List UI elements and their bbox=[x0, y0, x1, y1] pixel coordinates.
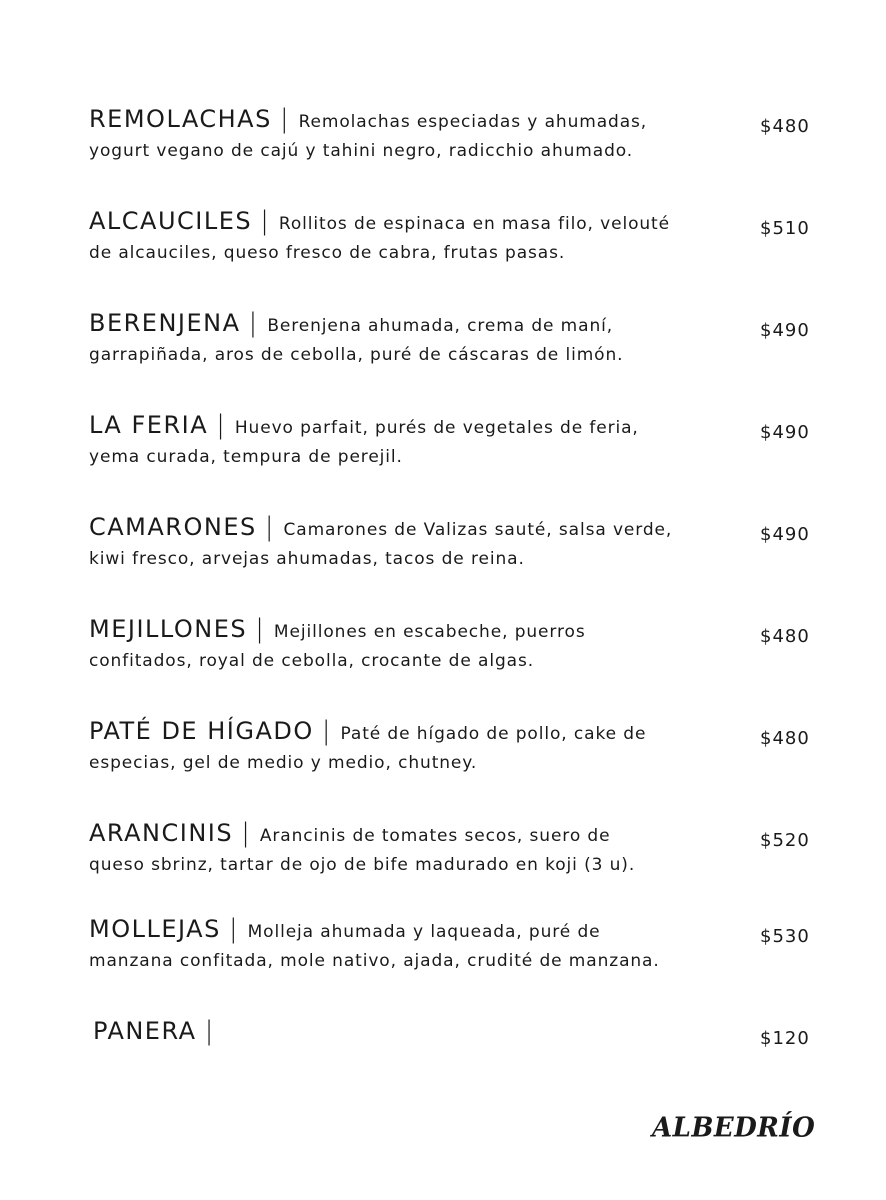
separator: | bbox=[228, 914, 238, 944]
item-name: MEJILLONES bbox=[89, 615, 248, 643]
item-description: Camarones de Valizas sauté, salsa verde, bbox=[283, 520, 673, 540]
item-description: Berenjena ahumada, crema de maní, bbox=[267, 316, 614, 336]
item-description: Paté de hígado de pollo, cake de bbox=[340, 724, 647, 744]
item-description: Huevo parfait, purés de vegetales de feria, bbox=[234, 418, 639, 438]
item-price: $480 bbox=[760, 626, 810, 647]
separator: | bbox=[255, 614, 264, 644]
item-description-cont: yema curada, tempura de perejil. bbox=[89, 447, 403, 467]
item-description-cont: garrapiñada, aros de cebolla, puré de cáscaras de limón. bbox=[89, 345, 624, 365]
item-name: ALCAUCILES bbox=[89, 207, 253, 235]
item-price: $510 bbox=[760, 218, 810, 239]
item-price: $490 bbox=[760, 422, 810, 443]
item-description: Remolachas especiadas y ahumadas, bbox=[298, 112, 648, 132]
menu-item bbox=[89, 206, 829, 263]
separator: | bbox=[260, 206, 269, 236]
separator: | bbox=[321, 716, 331, 746]
item-price: $490 bbox=[760, 320, 810, 341]
menu-item bbox=[89, 614, 829, 671]
menu-item bbox=[89, 818, 829, 875]
menu-item bbox=[89, 410, 829, 467]
item-price: $480 bbox=[760, 116, 810, 137]
item-description-cont: confitados, royal de cebolla, crocante de algas. bbox=[89, 651, 535, 671]
separator: | bbox=[264, 512, 274, 542]
brand-logo: ALBEDRÍO bbox=[652, 1112, 816, 1144]
separator: | bbox=[241, 818, 250, 848]
item-price: $480 bbox=[760, 728, 810, 749]
separator: | bbox=[279, 104, 289, 134]
item-name: CAMARONES bbox=[89, 513, 257, 541]
menu-item bbox=[89, 104, 829, 161]
menu-item bbox=[89, 308, 829, 365]
item-name: PANERA bbox=[93, 1017, 197, 1045]
item-description-cont: yogurt vegano de cajú y tahini negro, radicchio ahumado. bbox=[89, 141, 634, 161]
separator: | bbox=[248, 308, 258, 338]
item-price: $120 bbox=[760, 1028, 810, 1049]
item-name: PATÉ DE HÍGADO bbox=[89, 717, 314, 745]
item-price: $490 bbox=[760, 524, 810, 545]
item-name: MOLLEJAS bbox=[89, 915, 221, 943]
item-description: Arancinis de tomates secos, suero de bbox=[259, 826, 611, 846]
separator: | bbox=[204, 1016, 214, 1046]
item-name: REMOLACHAS bbox=[89, 105, 272, 133]
item-description-cont: de alcauciles, queso fresco de cabra, frutas pasas. bbox=[89, 243, 566, 263]
item-price: $530 bbox=[760, 926, 810, 947]
menu-item bbox=[89, 512, 829, 569]
item-name: LA FERIA bbox=[89, 411, 209, 439]
menu-item bbox=[89, 914, 829, 971]
item-name: ARANCINIS bbox=[89, 819, 234, 847]
item-price: $520 bbox=[760, 830, 810, 851]
item-description-cont: queso sbrinz, tartar de ojo de bife madurado en koji (3 u). bbox=[89, 855, 636, 875]
item-description: Mejillones en escabeche, puerros bbox=[273, 622, 586, 642]
menu-item bbox=[89, 716, 829, 773]
menu-item bbox=[93, 1016, 833, 1056]
item-description: Rollitos de espinaca en masa filo, velouté bbox=[278, 214, 670, 234]
item-description-cont: manzana confitada, mole nativo, ajada, crudité de manzana. bbox=[89, 951, 660, 971]
item-name: BERENJENA bbox=[89, 309, 241, 337]
separator: | bbox=[216, 410, 225, 440]
item-description-cont: especias, gel de medio y medio, chutney. bbox=[89, 753, 478, 773]
item-description-cont: kiwi fresco, arvejas ahumadas, tacos de reina. bbox=[89, 549, 525, 569]
item-description: Molleja ahumada y laqueada, puré de bbox=[247, 922, 601, 942]
